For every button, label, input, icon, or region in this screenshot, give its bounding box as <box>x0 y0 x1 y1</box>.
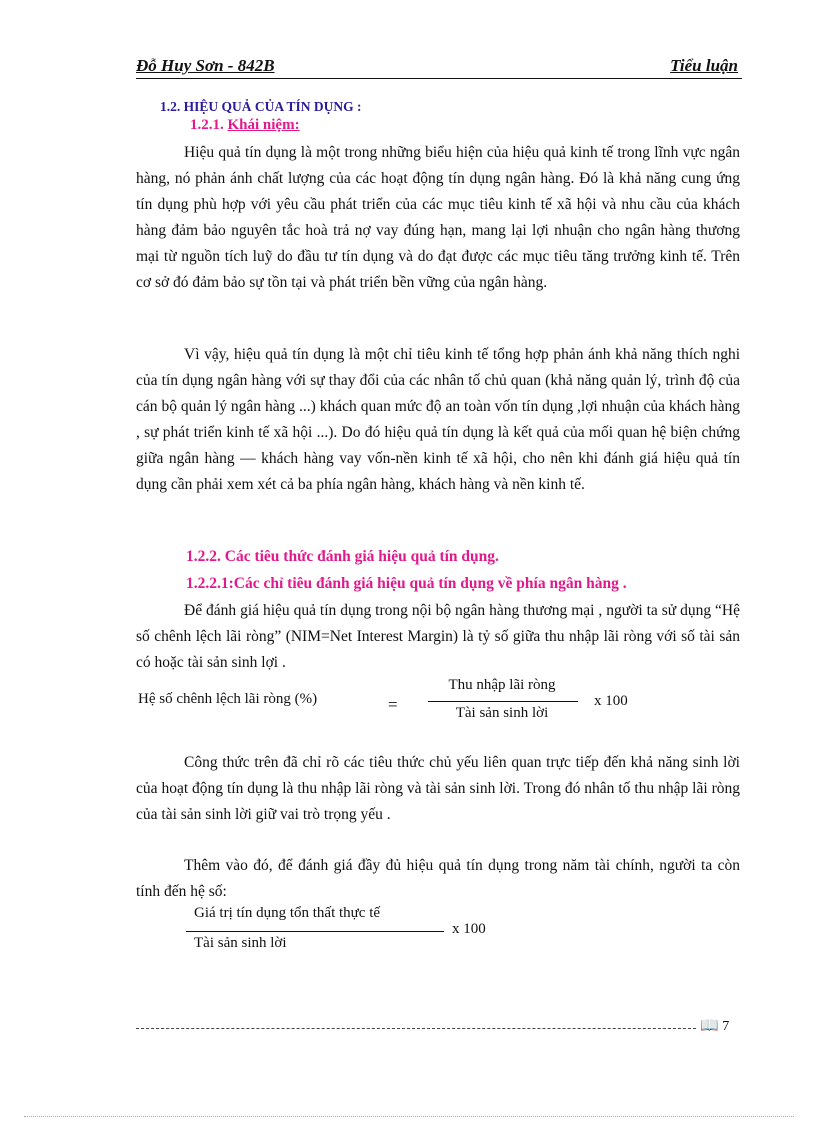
paragraph-explanation: Công thức trên đã chỉ rõ các tiêu thức chủ yếu liên quan trực tiếp đến khả năng sinh lời của hoạt động tín dụng là thu nhập lãi ròng và tài sản sinh lời. Trong đó nhân tố thu nhập lãi ròng của tài sản sinh lời giữ vai trò trọng yếu . <box>136 754 740 823</box>
formula-denominator: Tài sản sinh lời <box>455 705 549 721</box>
section-title: 1.2. HIỆU QUẢ CỦA TÍN DỤNG : <box>160 99 362 114</box>
formula-equals: = <box>388 695 398 714</box>
subsection-heading-1 <box>190 117 300 134</box>
fraction-line <box>428 701 578 702</box>
formula-label: Hệ số chênh lệch lãi ròng (%) <box>138 691 318 707</box>
paragraph-additional: Thêm vào đó, để đánh giá đầy đủ hiệu quả tín dụng trong năm tài chính, người ta còn tính đến hệ số: <box>136 857 740 900</box>
header-doc-type: Tiểu luận <box>670 56 738 75</box>
paragraph-nim: Để đánh giá hiệu quả tín dụng trong nội bộ ngân hàng thương mại , người ta sử dụng “Hệ số chênh lệch lãi ròng” (NIM=Net Interest Margin) là tỷ số giữa thu nhập lãi ròng với số tài sản có hoặc tài sản sinh lợi . <box>136 602 740 671</box>
subsection-heading-2: 1.2.2. Các tiêu thức đánh giá hiệu quả tín dụng. <box>186 548 499 565</box>
page-number-block <box>700 1016 729 1035</box>
bottom-dotted-rule <box>24 1116 794 1117</box>
formula-multiplier: x 100 <box>594 693 628 709</box>
subsection-heading-3: 1.2.2.1:Các chỉ tiêu đánh giá hiệu quả tín dụng về phía ngân hàng . <box>186 575 627 592</box>
formula2-denominator: Tài sản sinh lời <box>194 935 287 951</box>
header-author: Đỗ Huy Sơn - 842B <box>136 56 275 75</box>
formula2-numerator: Giá trị tín dụng tổn thất thực tế <box>194 905 381 921</box>
book-icon: 📖 <box>700 1018 719 1034</box>
subsection-title: Khái niệm: <box>227 117 300 133</box>
formula-loss-ratio <box>186 905 526 955</box>
formula2-multiplier: x 100 <box>452 921 486 937</box>
paragraph-summary: Vì vậy, hiệu quả tín dụng là một chỉ tiêu kinh tế tổng hợp phản ánh khả năng thích nghi của tín dụng ngân hàng với sự thay đổi của các nhân tố chủ quan (khả năng quản lý, trình độ của cán bộ quản lý ngân hàng ...) khách quan mức độ an toàn vốn tín dụng ,lợi nhuận của khách hàng , sự phát triển kinh tế xã hội ...). Do đó hiệu quả tín dụng là kết quả của mối quan hệ biện chứng giữa ngân hàng — khách hàng vay vốn-nền kinh tế xã hội, cho nên khi đánh giá hiệu quả tín dụng cần phải xem xét cả ba phía ngân hàng, khách hàng và nền kinh tế. <box>136 346 740 493</box>
subsection-number: 1.2.1. <box>190 117 224 133</box>
formula-nim <box>136 677 756 727</box>
fraction-line-2 <box>186 931 444 932</box>
page-number: 7 <box>722 1019 730 1034</box>
paragraph-definition: Hiệu quả tín dụng là một trong những biểu hiện của hiệu quả kinh tế trong lĩnh vực ngân hàng, nó phản ánh chất lượng của các hoạt động tín dụng ngân hàng. Đó là khả năng cung ứng tín dụng phù hợp với yêu cầu phát triển của các mục tiêu kinh tế xã hội và nhu cầu của khách hàng đảm bảo nguyên tắc hoà trả nợ vay đúng hạn, mang lại lợi nhuận cho ngân hàng thương mại từ nguồn tích luỹ do đầu tư tín dụng và do đạt được các mục tiêu tăng trưởng kinh tế. Trên cơ sở đó đảm bảo sự tồn tại và phát triển bền vững của ngân hàng. <box>136 144 740 291</box>
page-header <box>136 56 742 79</box>
formula-numerator: Thu nhập lãi ròng <box>448 677 556 693</box>
footer-dashed-line <box>136 1020 696 1029</box>
